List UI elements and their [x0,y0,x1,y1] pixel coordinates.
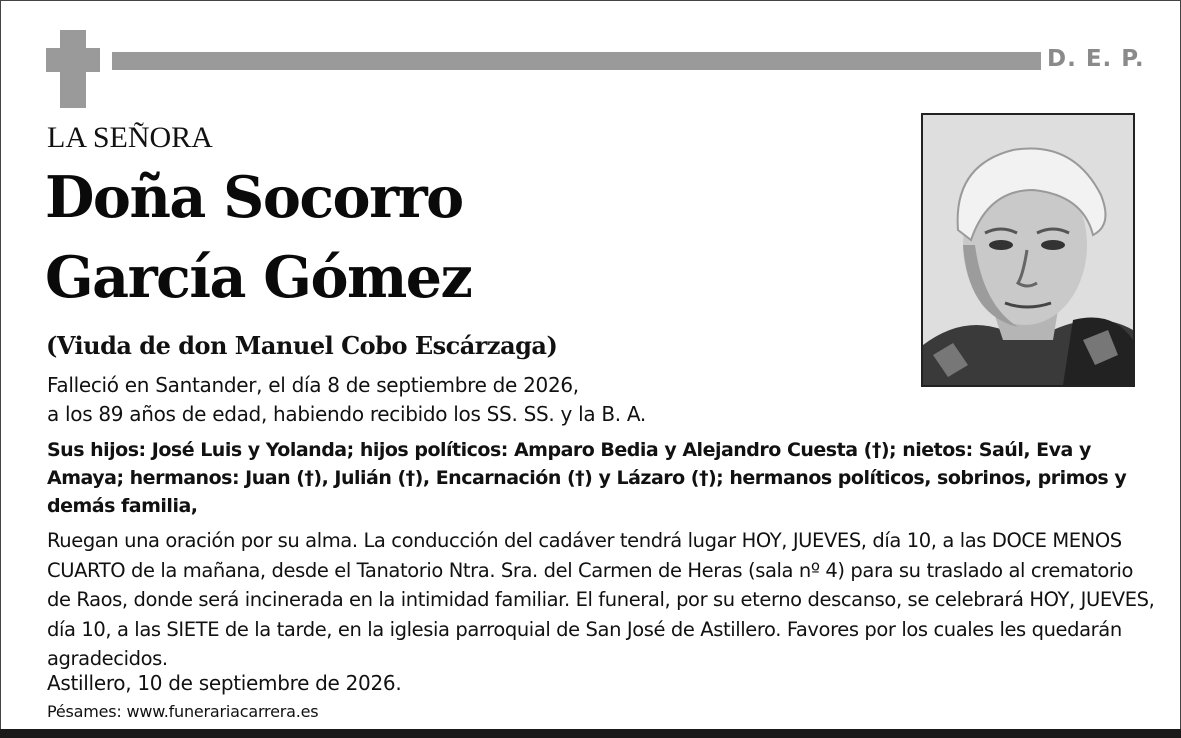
death-line-2: a los 89 años de edad, habiendo recibido los SS. SS. y la B. A. [47,402,646,426]
deceased-name [45,158,471,318]
title-prefix: LA SEÑORA [47,121,213,154]
widow-of: (Viuda de don Manuel Cobo Escárzaga) [46,331,558,360]
name-line-2: García Gómez [45,244,472,311]
bottom-bar [0,729,1181,738]
family-list: Sus hijos: José Luis y Yolanda; hijos políticos: Amparo Bedia y Alejandro Cuesta (†); nietos: Saúl, Eva y Amaya; hermanos: Juan (†), Julián (†), Encarnación (†) y Lázaro (†); hermanos políticos, sobrinos, primos y demás familia, [47,439,1127,517]
ceremony-details: Ruegan una oración por su alma. La conducción del cadáver tendrá lugar HOY, JUEVES, día 10, a las DOCE MENOS CUARTO de la mañana, desde el Tanatorio Ntra. Sra. del Carmen de Heras (sala nº 4) para su traslado al crematorio de Raos, donde será incinerada en la intimidad familiar. El funeral, por su eterno descanso, se celebrará HOY, JUEVES, día 10, a las SIETE de la tarde, en la iglesia parroquial de San José de Astillero. Favores por los cuales les quedarán agradecidos. [47,529,1155,670]
name-line-1: Doña Socorro [45,164,463,231]
portrait-photo-image [923,115,1133,385]
death-details [47,371,807,429]
death-line-1: Falleció en Santander, el día 8 de septiembre de 2026, [47,373,579,397]
dep-label: D. E. P. [1047,46,1145,72]
portrait-photo [921,113,1135,387]
place-date: Astillero, 10 de septiembre de 2026. [47,671,402,695]
cross-horizontal-bar [46,48,100,72]
condolences-link[interactable]: Pésames: www.funerariacarrera.es [47,702,319,721]
header-rule [112,52,1041,70]
